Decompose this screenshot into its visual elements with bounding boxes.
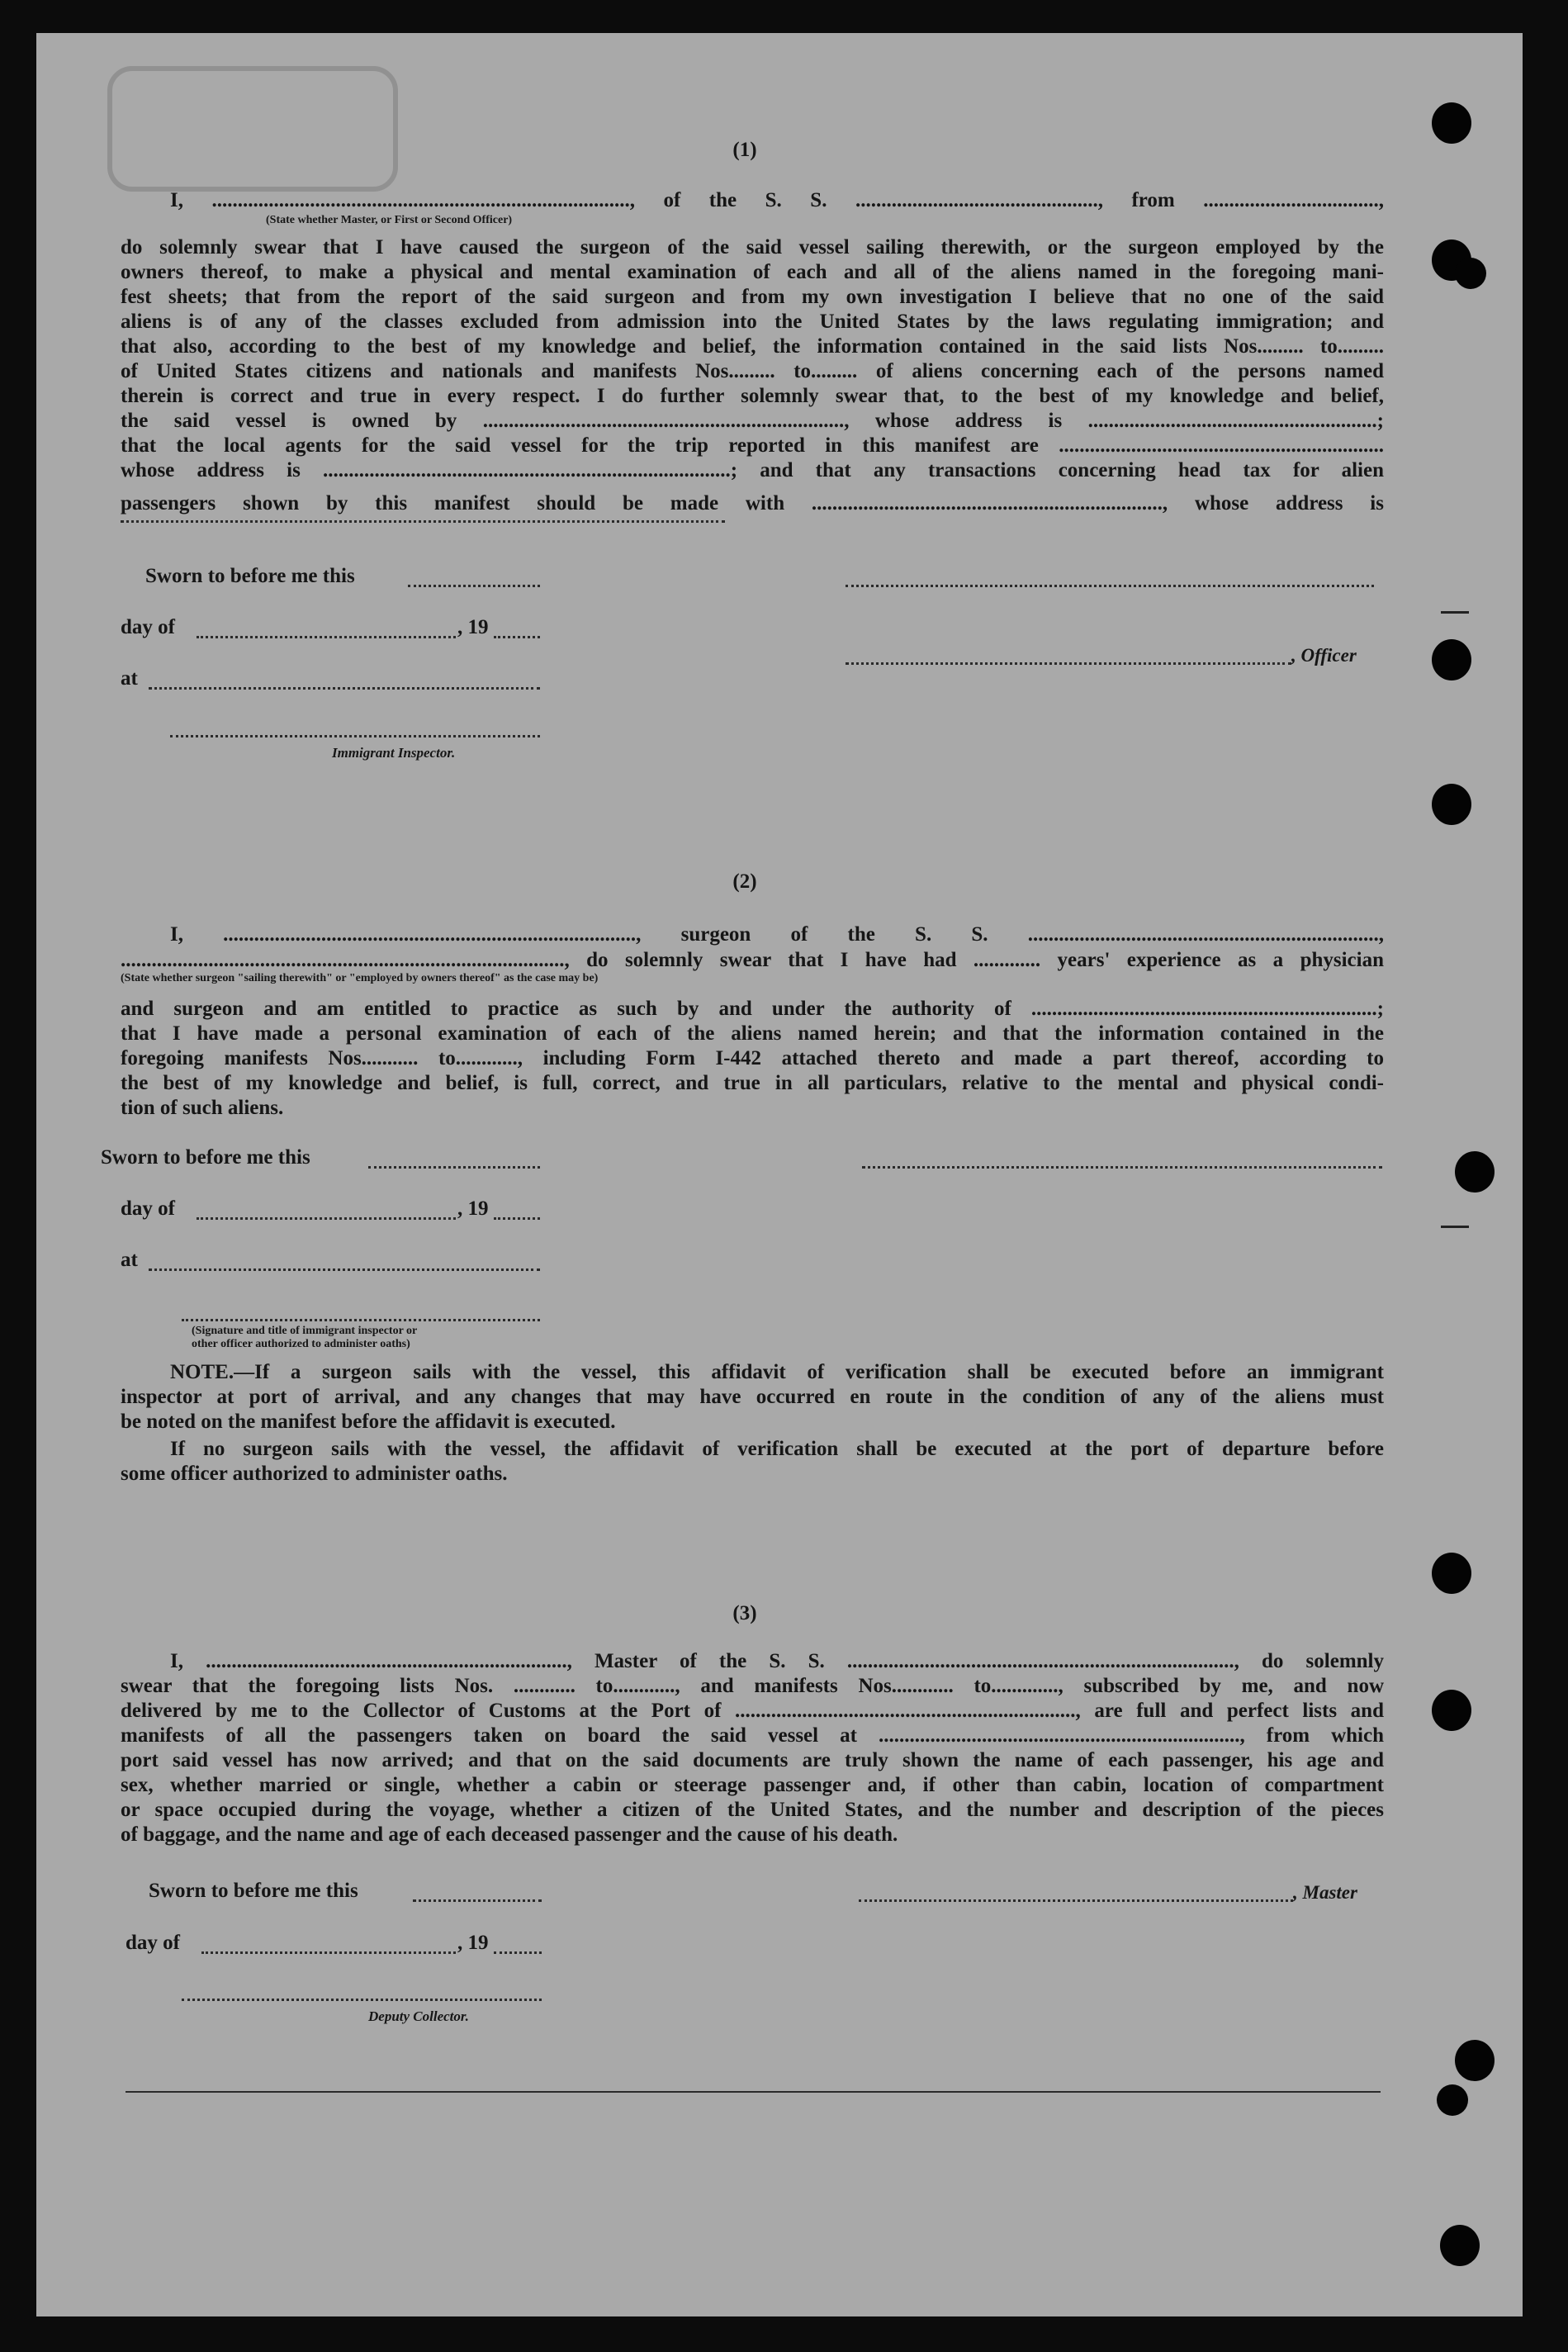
binder-hole	[1455, 2040, 1495, 2081]
binder-hole	[1432, 1553, 1471, 1594]
s2-line: ......................................................................................, do solemnly swear that I have had ............. years' experience as a physician	[121, 949, 1384, 971]
s3-day-field[interactable]	[201, 1951, 456, 1954]
s3-collector-label: Deputy Collector.	[368, 2008, 469, 2024]
s3-master-signature-field[interactable]	[859, 1899, 1293, 1902]
s1-line: whose address is ...............................................................................; and that any transactions concerning head tax for alien	[121, 459, 1384, 481]
s2-sworn-label: Sworn to before me this	[101, 1146, 310, 1169]
s1-at-label: at	[121, 667, 138, 690]
s1-day-field[interactable]	[197, 636, 456, 638]
s2-year-field[interactable]	[494, 1217, 540, 1220]
bottom-rule	[126, 2091, 1381, 2093]
s3-line: port said vessel has now arrived; and that on the said documents are truly shown the name of each passenger, his age and	[121, 1749, 1384, 1771]
s3-collector-signature-field[interactable]	[182, 1999, 542, 2001]
s2-signature-caption: (Signature and title of immigrant inspector or	[192, 1325, 418, 1337]
stamp-mark	[107, 66, 398, 192]
binder-hole	[1437, 2084, 1468, 2116]
binder-hole	[1455, 258, 1486, 289]
binder-hole	[1432, 1690, 1471, 1731]
s2-note-line: NOTE.—If a surgeon sails with the vessel, this affidavit of verification shall be executed before an immigrant	[170, 1361, 1384, 1383]
s2-day-field[interactable]	[197, 1217, 456, 1220]
s3-line: manifests of all the passengers taken on board the said vessel at ......................................................................, from which	[121, 1724, 1384, 1747]
s2-signature-caption: other officer authorized to administer oaths)	[192, 1338, 410, 1350]
s2-note-line: If no surgeon sails with the vessel, the affidavit of verification shall be executed at the port of departure before	[170, 1438, 1384, 1460]
s2-line: that I have made a personal examination of each of the aliens named herein; and that the information contained in the	[121, 1022, 1384, 1045]
s1-line: aliens is of any of the classes excluded from admission into the United States by the laws regulating immigration; and	[121, 311, 1384, 333]
s2-note-line: be noted on the manifest before the affidavit is executed.	[121, 1411, 616, 1433]
s3-line: swear that the foregoing lists Nos. ............ to............, and manifests Nos............ to............., subscribed by me, and now	[121, 1675, 1384, 1697]
s2-at-label: at	[121, 1249, 138, 1271]
s2-line: foregoing manifests Nos........... to............, including Form I-442 attached thereto and made a part thereof, according to	[121, 1047, 1384, 1069]
s3-sworn-label: Sworn to before me this	[149, 1880, 358, 1902]
s2-note-line: some officer authorized to administer oaths.	[121, 1463, 508, 1485]
s1-separator	[121, 520, 725, 523]
s2-line: and surgeon and am entitled to practice as such by and under the authority of ...................................................................;	[121, 998, 1384, 1020]
s1-year-label: , 19	[457, 616, 489, 638]
s1-line: owners thereof, to make a physical and mental examination of each and all of the aliens named in the foregoing mani-	[121, 261, 1384, 283]
s1-line: I, ................................................................................., of the S. S. ..............................................., from ..................................,	[170, 189, 1384, 211]
s3-line: I, ......................................................................, Master of the S. S. ..........................................................................., do solemnly	[170, 1650, 1384, 1672]
s2-signature-field[interactable]	[182, 1319, 540, 1321]
s1-sworn-label: Sworn to before me this	[145, 565, 355, 587]
s1-line: fest sheets; that from the report of the said surgeon and from my own investigation I believe that no one of the said	[121, 286, 1384, 308]
margin-mark	[1441, 1226, 1469, 1228]
s2-surgeon-caption: (State whether surgeon "sailing therewith" or "employed by owners thereof" as the case may be)	[121, 972, 599, 984]
s2-line: I, ................................................................................, surgeon of the S. S. ....................................................................,	[170, 923, 1384, 946]
s3-line: sex, whether married or single, whether a cabin or steerage passenger and, if other than cabin, location of compartment	[121, 1774, 1384, 1796]
s3-year-field[interactable]	[494, 1951, 542, 1954]
s2-line: the best of my knowledge and belief, is full, correct, and true in all particulars, relative to the mental and physical condi-	[121, 1072, 1384, 1094]
s1-line: passengers shown by this manifest should be made with ...................................................................., whose address is	[121, 492, 1384, 514]
s3-year-label: , 19	[457, 1932, 489, 1954]
binder-hole	[1432, 639, 1471, 680]
s1-line: therein is correct and true in every respect. I do further solemnly swear that, to the best of my knowledge and belief,	[121, 385, 1384, 407]
binder-hole	[1432, 784, 1471, 825]
s1-inspector-signature-field[interactable]	[170, 735, 540, 737]
s2-day-label: day of	[121, 1197, 175, 1220]
section-3-number: (3)	[732, 1602, 757, 1624]
s1-officer-title-field[interactable]	[846, 662, 1291, 665]
s1-sworn-date-field[interactable]	[408, 585, 540, 587]
s1-rank-caption: (State whether Master, or First or Second Officer)	[266, 214, 513, 226]
s1-line: of United States citizens and nationals and manifests Nos......... to......... of aliens concerning each of the persons named	[121, 360, 1384, 382]
s1-year-field[interactable]	[494, 636, 540, 638]
margin-mark	[1441, 611, 1469, 614]
s3-master-label: , Master	[1293, 1882, 1357, 1903]
s1-line: that the local agents for the said vessel for the trip reported in this manifest are ...............................................................	[121, 434, 1384, 457]
s3-day-label: day of	[126, 1932, 180, 1954]
s3-line: or space occupied during the voyage, whether a citizen of the United States, and the number and description of the pieces	[121, 1799, 1384, 1821]
s1-at-field[interactable]	[149, 687, 540, 690]
binder-hole	[1432, 102, 1471, 144]
binder-hole	[1440, 2225, 1480, 2266]
s1-line: that also, according to the best of my knowledge and belief, the information contained in the said lists Nos......... to.........	[121, 335, 1384, 358]
s1-inspector-label: Immigrant Inspector.	[332, 745, 456, 761]
binder-hole	[1455, 1151, 1495, 1193]
s1-line: the said vessel is owned by ......................................................................, whose address is ........................................................;	[121, 410, 1384, 432]
s1-officer-signature-field[interactable]	[846, 585, 1374, 587]
s2-at-field[interactable]	[149, 1268, 540, 1271]
s2-sworn-date-field[interactable]	[368, 1166, 540, 1169]
s2-note-line: inspector at port of arrival, and any changes that may have occurred en route in the condition of any of the aliens must	[121, 1386, 1384, 1408]
s2-inspector-signature-field[interactable]	[862, 1166, 1382, 1169]
s3-line: delivered by me to the Collector of Customs at the Port of .................................................................., are full and perfect lists and	[121, 1700, 1384, 1722]
s2-line: tion of such aliens.	[121, 1097, 284, 1119]
s3-sworn-date-field[interactable]	[413, 1899, 542, 1902]
section-1-number: (1)	[732, 139, 757, 161]
s2-year-label: , 19	[457, 1197, 489, 1220]
s1-day-label: day of	[121, 616, 175, 638]
s1-line: do solemnly swear that I have caused the surgeon of the said vessel sailing therewith, or the surgeon employed by the	[121, 236, 1384, 258]
s3-line: of baggage, and the name and age of each deceased passenger and the cause of his death.	[121, 1823, 898, 1846]
section-2-number: (2)	[732, 870, 757, 893]
s1-officer-label: , Officer	[1291, 645, 1357, 666]
